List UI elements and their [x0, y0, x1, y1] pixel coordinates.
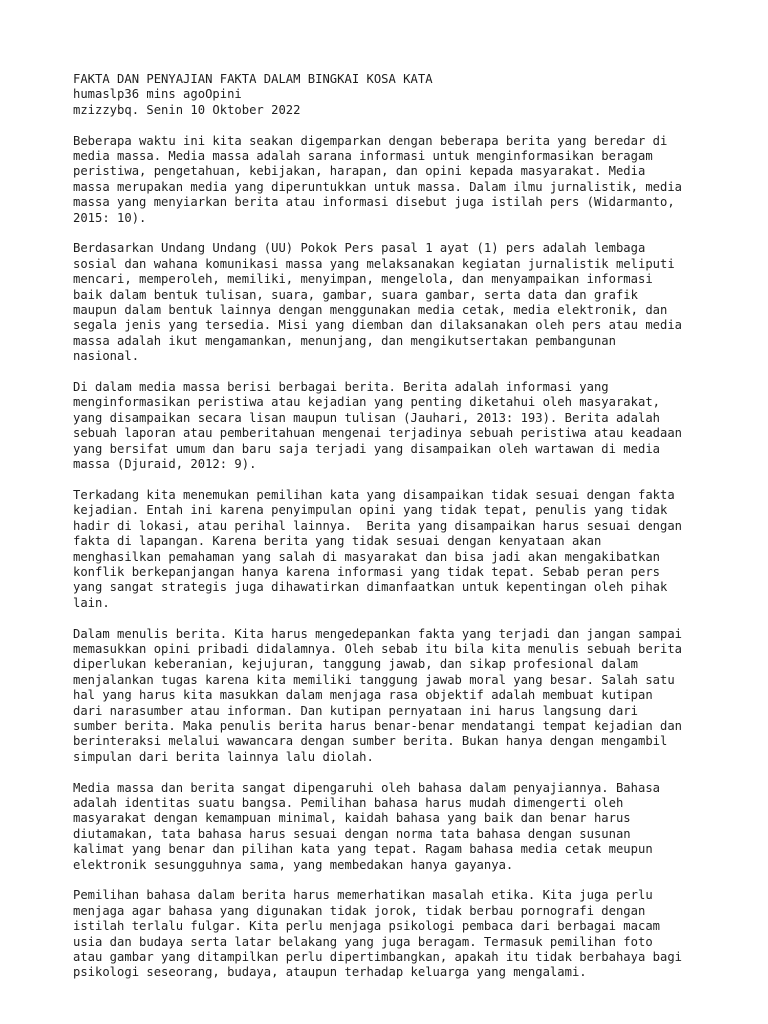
article-paragraph — [73, 488, 713, 611]
paragraph-line: massa adalah ikut mengamankan, menunjang, dan mengikutsertakan pembangunan — [73, 333, 616, 348]
article-paragraph — [73, 627, 713, 766]
paragraph-line: atau gambar yang ditampilkan perlu dipertimbangkan, apakah itu tidak berbahaya bagi — [73, 950, 683, 965]
paragraph-line: diutamakan, tata bahasa harus sesuai dengan norma tata bahasa dengan susunan — [73, 826, 631, 841]
paragraph-line: memasukkan opini pribadi didalamnya. Oleh sebab itu bila kita menulis sebuah berita — [73, 641, 683, 656]
paragraph-line: yang bersifat umum dan baru saja terjadi yang disampaikan oleh wartawan di media — [73, 441, 660, 456]
paragraph-line: maupun dalam bentuk lainnya dengan menggunakan media cetak, media elektronik, dan — [73, 303, 668, 318]
article-meta: humaslp36 mins agoOpini — [73, 87, 242, 102]
article-paragraph — [73, 134, 713, 226]
article-paragraph — [73, 781, 713, 873]
paragraph-line: berinteraksi melalui wawancara dengan sumber berita. Bukan hanya dengan mengambil — [73, 734, 668, 749]
article-paragraph — [73, 241, 713, 364]
paragraph-line: nasional. — [73, 349, 140, 364]
paragraph-line: istilah terlalu fulgar. Kita perlu menjaga psikologi pembaca dari berbagai macam — [73, 919, 660, 934]
paragraph-line: yang sangat strategis juga dihawatirkan dimanfaatkan untuk kepentingan oleh pihak — [73, 580, 668, 595]
paragraph-line: baik dalam bentuk tulisan, suara, gambar, suara gambar, serta data dan grafik — [73, 287, 638, 302]
paragraph-line: Pemilihan bahasa dalam berita harus memerhatikan masalah etika. Kita juga perlu — [73, 888, 653, 903]
paragraph-line: masyarakat dengan kemampuan minimal, kaidah bahasa yang baik dan benar harus — [73, 811, 631, 826]
paragraph-line: diperlukan keberanian, kejujuran, tanggung jawab, dan sikap profesional dalam — [73, 657, 638, 672]
paragraph-line: media massa. Media massa adalah sarana informasi untuk menginformasikan beragam — [73, 149, 653, 164]
article-paragraph — [73, 380, 713, 472]
paragraph-line: sebuah laporan atau pemberitahuan mengenai terjadinya sebuah peristiwa atau keadaan — [73, 426, 683, 441]
paragraph-line: Terkadang kita menemukan pemilihan kata yang disampaikan tidak sesuai dengan fakta — [73, 487, 675, 502]
paragraph-line: Di dalam media massa berisi berbagai berita. Berita adalah informasi yang — [73, 380, 609, 395]
article-header — [73, 72, 713, 118]
article-title: FAKTA DAN PENYAJIAN FAKTA DALAM BINGKAI KOSA KATA — [73, 72, 433, 86]
paragraph-line: menjalankan tugas karena kita memiliki tanggung jawab moral yang besar. Salah satu — [73, 672, 675, 687]
document-content — [73, 72, 713, 996]
paragraph-line: Media massa dan berita sangat dipengaruhi oleh bahasa dalam penyajiannya. Bahasa — [73, 780, 660, 795]
article-body — [73, 134, 713, 981]
paragraph-line: adalah identitas suatu bangsa. Pemilihan bahasa harus mudah dimengerti oleh — [73, 796, 624, 810]
paragraph-line: Berdasarkan Undang Undang (UU) Pokok Pers pasal 1 ayat (1) pers adalah lembaga — [73, 241, 646, 256]
paragraph-line: menginformasikan peristiwa atau kejadian yang penting diketahui oleh masyarakat, — [73, 395, 660, 410]
paragraph-line: segala jenis yang tersedia. Misi yang diemban dan dilaksanakan oleh pers atau media — [73, 318, 683, 333]
paragraph-line: massa (Djuraid, 2012: 9). — [73, 457, 257, 472]
paragraph-line: elektronik sesungguhnya sama, yang membedakan hanya gayanya. — [73, 857, 514, 872]
paragraph-line: hadir di lokasi, atau perihal lainnya. Berita yang disampaikan harus sesuai dengan — [73, 518, 683, 533]
paragraph-line: hal yang harus kita masukkan dalam menjaga rasa objektif adalah membuat kutipan — [73, 688, 653, 703]
paragraph-line: 2015: 10). — [73, 210, 147, 225]
paragraph-line: lain. — [73, 595, 110, 610]
paragraph-line: psikologi seseorang, budaya, ataupun terhadap keluarga yang mengalami. — [73, 965, 587, 980]
paragraph-line: menghasilkan pemahaman yang salah di masyarakat dan bisa jadi akan mengakibatkan — [73, 549, 660, 564]
paragraph-line: konflik berkepanjangan hanya karena informasi yang tidak tepat. Sebab peran pers — [73, 564, 660, 579]
paragraph-line: kejadian. Entah ini karena penyimpulan opini yang tidak tepat, penulis yang tidak — [73, 503, 668, 518]
paragraph-line: sumber berita. Maka penulis berita harus benar-benar mendatangi tempat kejadian dan — [73, 718, 683, 733]
paragraph-line: Dalam menulis berita. Kita harus mengedepankan fakta yang terjadi dan jangan sampai — [73, 626, 683, 641]
article-paragraph — [73, 888, 713, 980]
paragraph-line: peristiwa, pengetahuan, kebijakan, harapan, dan opini kepada masyarakat. Media — [73, 164, 646, 179]
paragraph-line: simpulan dari berita lainnya lalu diolah. — [73, 749, 374, 764]
paragraph-line: massa yang menyiarkan berita atau informasi disebut juga istilah pers (Widarmanto, — [73, 195, 675, 210]
paragraph-line: Beberapa waktu ini kita seakan digemparkan dengan beberapa berita yang beredar di — [73, 133, 668, 148]
paragraph-line: sosial dan wahana komunikasi massa yang melaksanakan kegiatan jurnalistik meliputi — [73, 256, 675, 271]
paragraph-line: kalimat yang benar dan pilihan kata yang tepat. Ragam bahasa media cetak meupun — [73, 842, 653, 857]
paragraph-line: mencari, memperoleh, memiliki, menyimpan, mengelola, dan menyampaikan informasi — [73, 272, 653, 287]
paragraph-line: usia dan budaya serta latar belakang yang juga beragam. Termasuk pemilihan foto — [73, 934, 653, 949]
article-author-date: mzizzybq. Senin 10 Oktober 2022 — [73, 102, 301, 117]
paragraph-line: massa merupakan media yang diperuntukkan untuk massa. Dalam ilmu jurnalistik, media — [73, 179, 683, 194]
paragraph-line: dari narasumber atau informan. Dan kutipan pernyataan ini harus langsung dari — [73, 703, 638, 718]
paragraph-line: fakta di lapangan. Karena berita yang tidak sesuai dengan kenyataan akan — [73, 534, 602, 549]
paragraph-line: menjaga agar bahasa yang digunakan tidak jorok, tidak berbau pornografi dengan — [73, 903, 646, 918]
paragraph-line: yang disampaikan secara lisan maupun tulisan (Jauhari, 2013: 193). Berita adalah — [73, 410, 660, 425]
